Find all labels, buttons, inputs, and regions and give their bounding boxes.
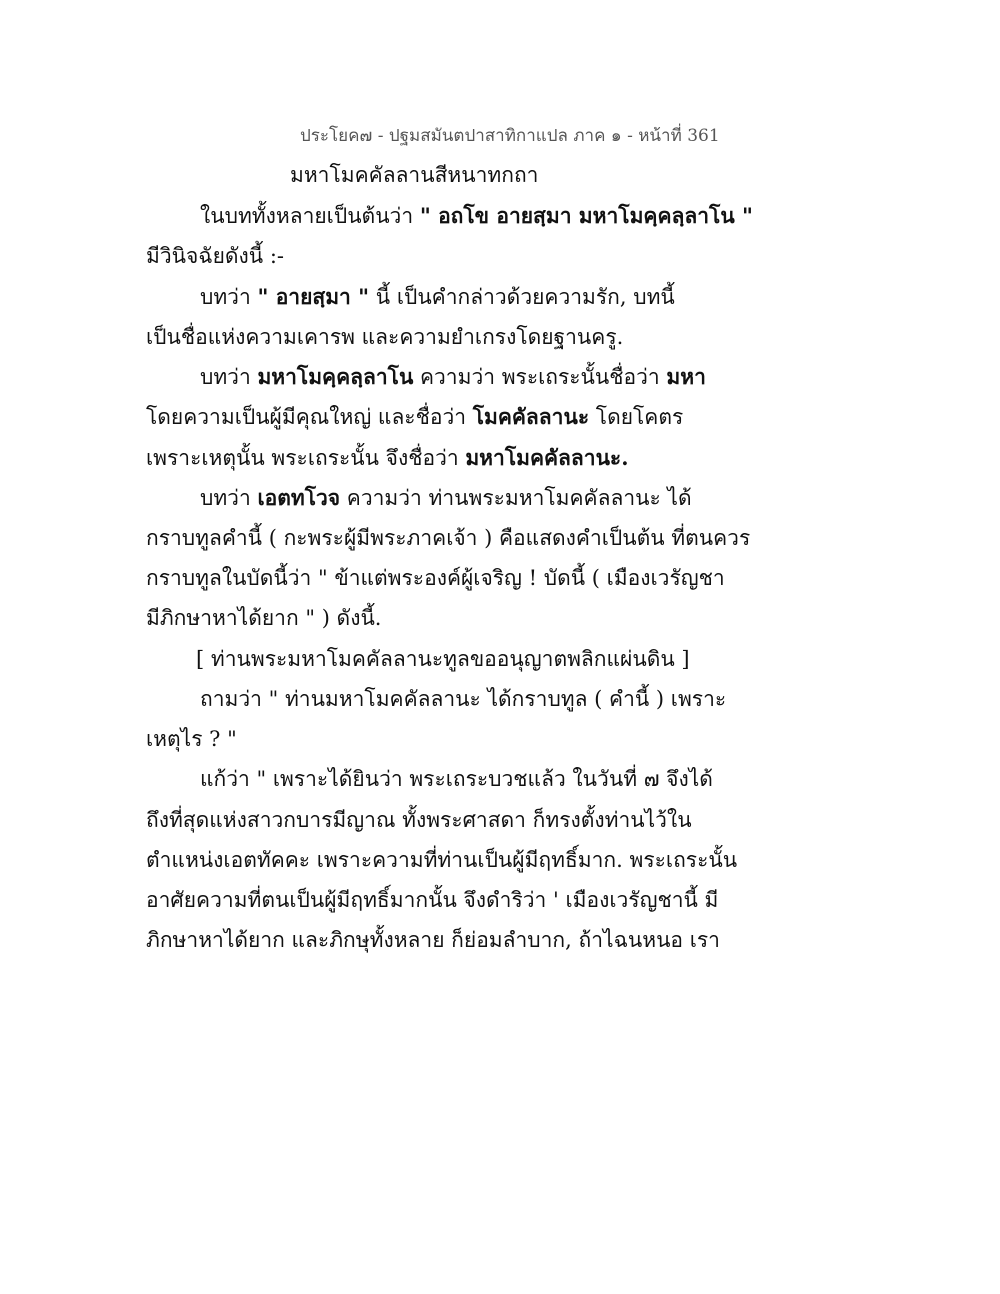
paragraph-5-line-2: เหตุไร ? " bbox=[146, 727, 237, 751]
paragraph-1-line-2: มีวินิจฉัยดังนี้ :- bbox=[146, 244, 284, 268]
text-span: เพราะเหตุนั้น พระเถระนั้น จึงชื่อว่า bbox=[146, 446, 466, 470]
text-span: ในบททั้งหลายเป็นต้นว่า bbox=[200, 204, 420, 228]
text-span: โดยความเป็นผู้มีคุณใหญ่ และชื่อว่า bbox=[146, 405, 473, 429]
paragraph-2-line-2: เป็นชื่อแห่งความเคารพ และความยำเกรงโดยฐานครู. bbox=[146, 325, 624, 349]
text-span: บทว่า bbox=[200, 365, 258, 389]
pali-term: มหา bbox=[666, 364, 706, 389]
paragraph-2-line-1 bbox=[200, 282, 675, 312]
pali-term: เอตทโวจ bbox=[257, 485, 341, 510]
paragraph-5-line-1: ถามว่า " ท่านมหาโมคคัลลานะ ได้กราบทูล ( คำนี้ ) เพราะ bbox=[200, 687, 727, 711]
paragraph-6-line-1: แก้ว่า " เพราะได้ยินว่า พระเถระบวชแล้ว ในวันที่ ๗ จึงได้ bbox=[200, 767, 713, 791]
pali-term: มหาโมคคัลลานะ. bbox=[465, 445, 629, 470]
pali-term: โมคคัลลานะ bbox=[472, 404, 590, 429]
text-span: บทว่า bbox=[200, 486, 258, 510]
paragraph-6-line-2: ถึงที่สุดแห่งสาวกบารมีญาณ ทั้งพระศาสดา ก็ทรงตั้งท่านไว้ใน bbox=[146, 808, 692, 832]
section-heading: [ ท่านพระมหาโมคคัลลานะทูลขออนุญาตพลิกแผ่นดิน ] bbox=[196, 647, 690, 671]
pali-term: " อายสฺมา " bbox=[257, 284, 370, 309]
pali-term: " อถโข อายสฺมา มหาโมคฺคลฺลาโน " bbox=[419, 203, 753, 228]
paragraph-4-line-1 bbox=[200, 483, 692, 513]
paragraph-1-line-1 bbox=[200, 201, 753, 231]
paragraph-4-line-2: กราบทูลคำนี้ ( กะพระผู้มีพระภาคเจ้า ) คือแสดงคำเป็นต้น ที่ตนควร bbox=[146, 526, 751, 550]
text-span: ความว่า ท่านพระมหาโมคคัลลานะ ได้ bbox=[340, 486, 692, 510]
pali-term: มหาโมคฺคลฺลาโน bbox=[257, 364, 414, 389]
text-span: นี้ เป็นคำกล่าวด้วยความรัก, บทนี้ bbox=[369, 285, 675, 309]
text-span: โดยโคตร bbox=[589, 405, 684, 429]
paragraph-3-line-1 bbox=[200, 362, 706, 392]
paragraph-6-line-5: ภิกษาหาได้ยาก และภิกษุทั้งหลาย ก็ย่อมลำบาก, ถ้าไฉนหนอ เรา bbox=[146, 928, 720, 952]
paragraph-6-line-4: อาศัยความที่ตนเป็นผู้มีฤทธิ์มากนั้น จึงดำริว่า ' เมืองเวรัญชานี้ มี bbox=[146, 888, 719, 912]
paragraph-4-line-4: มีภิกษาหาได้ยาก " ) ดังนี้. bbox=[146, 606, 382, 630]
paragraph-4-line-3: กราบทูลในบัดนี้ว่า " ข้าแต่พระองค์ผู้เจริญ ! บัดนี้ ( เมืองเวรัญชา bbox=[146, 566, 725, 590]
paragraph-3-line-2 bbox=[146, 402, 683, 432]
text-span: ความว่า พระเถระนั้นชื่อว่า bbox=[413, 365, 667, 389]
chapter-title: มหาโมคคัลลานสีหนาทกถา bbox=[290, 163, 539, 187]
paragraph-6-line-3: ตำแหน่งเอตทัคคะ เพราะความที่ท่านเป็นผู้มีฤทธิ์มาก. พระเถระนั้น bbox=[146, 848, 738, 872]
paragraph-3-line-3 bbox=[146, 443, 629, 473]
text-span: บทว่า bbox=[200, 285, 258, 309]
page-header: ประโยค๗ - ปฐมสมันตปาสาทิกาแปล ภาค ๑ - หน้าที่ 361 bbox=[300, 126, 720, 146]
